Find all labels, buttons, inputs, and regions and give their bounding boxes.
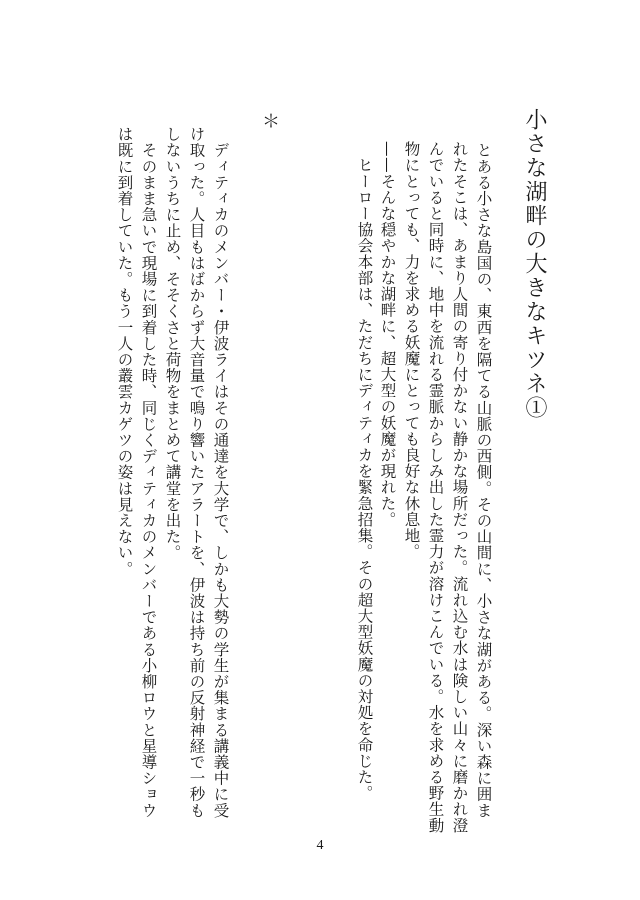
text-line: け取った。人目もはばからず大音量で鳴り響いたアラートを、伊波は持ち前の反射神経で一秒も — [187, 126, 206, 819]
text-line: そのまま急いで現場に到着した時、同じくディティカのメンバーである小柳ロウと星導ショウ — [139, 126, 158, 819]
text-line: ——そんな穏やかな湖畔に、超大型の妖魔が現れた。 — [378, 141, 397, 528]
text-line: ヒーロー協会本部は、ただちにディティカを緊急招集。その超大型妖魔の対処を命じた。 — [355, 141, 374, 802]
text-line: は既に到着していた。もう一人の叢雲カゲツの姿は見えない。 — [115, 126, 134, 577]
chapter-title: 小さな湖畔の大きなキツネ① — [522, 108, 547, 420]
page-number: 4 — [316, 838, 324, 853]
text-line: んでいると同時に、地中を流れる霊脈からしみ出した霊力が溶けこんでいる。水を求める野生動 — [426, 141, 445, 834]
text-line: ディティカのメンバー・伊波ライはその通達を大学で、しかも大勢の学生が集まる講義中に受 — [211, 126, 230, 819]
text-line: とある小さな島国の、東西を隔てる山脈の西側。その山間に、小さな湖がある。深い森に囲ま — [474, 126, 493, 819]
text-line: しないうちに止め、そそくさと荷物をまとめて講堂を出た。 — [163, 126, 182, 561]
text-line: れたそこは、あまり人間の寄り付かない静かな場所だった。流れ込む水は険しい山々に磨かれ澄 — [450, 141, 469, 834]
section-separator: ＊ — [259, 112, 280, 130]
text-line: 物にとっても、力を求める妖魔にとっても良好な休息地。 — [402, 141, 421, 560]
